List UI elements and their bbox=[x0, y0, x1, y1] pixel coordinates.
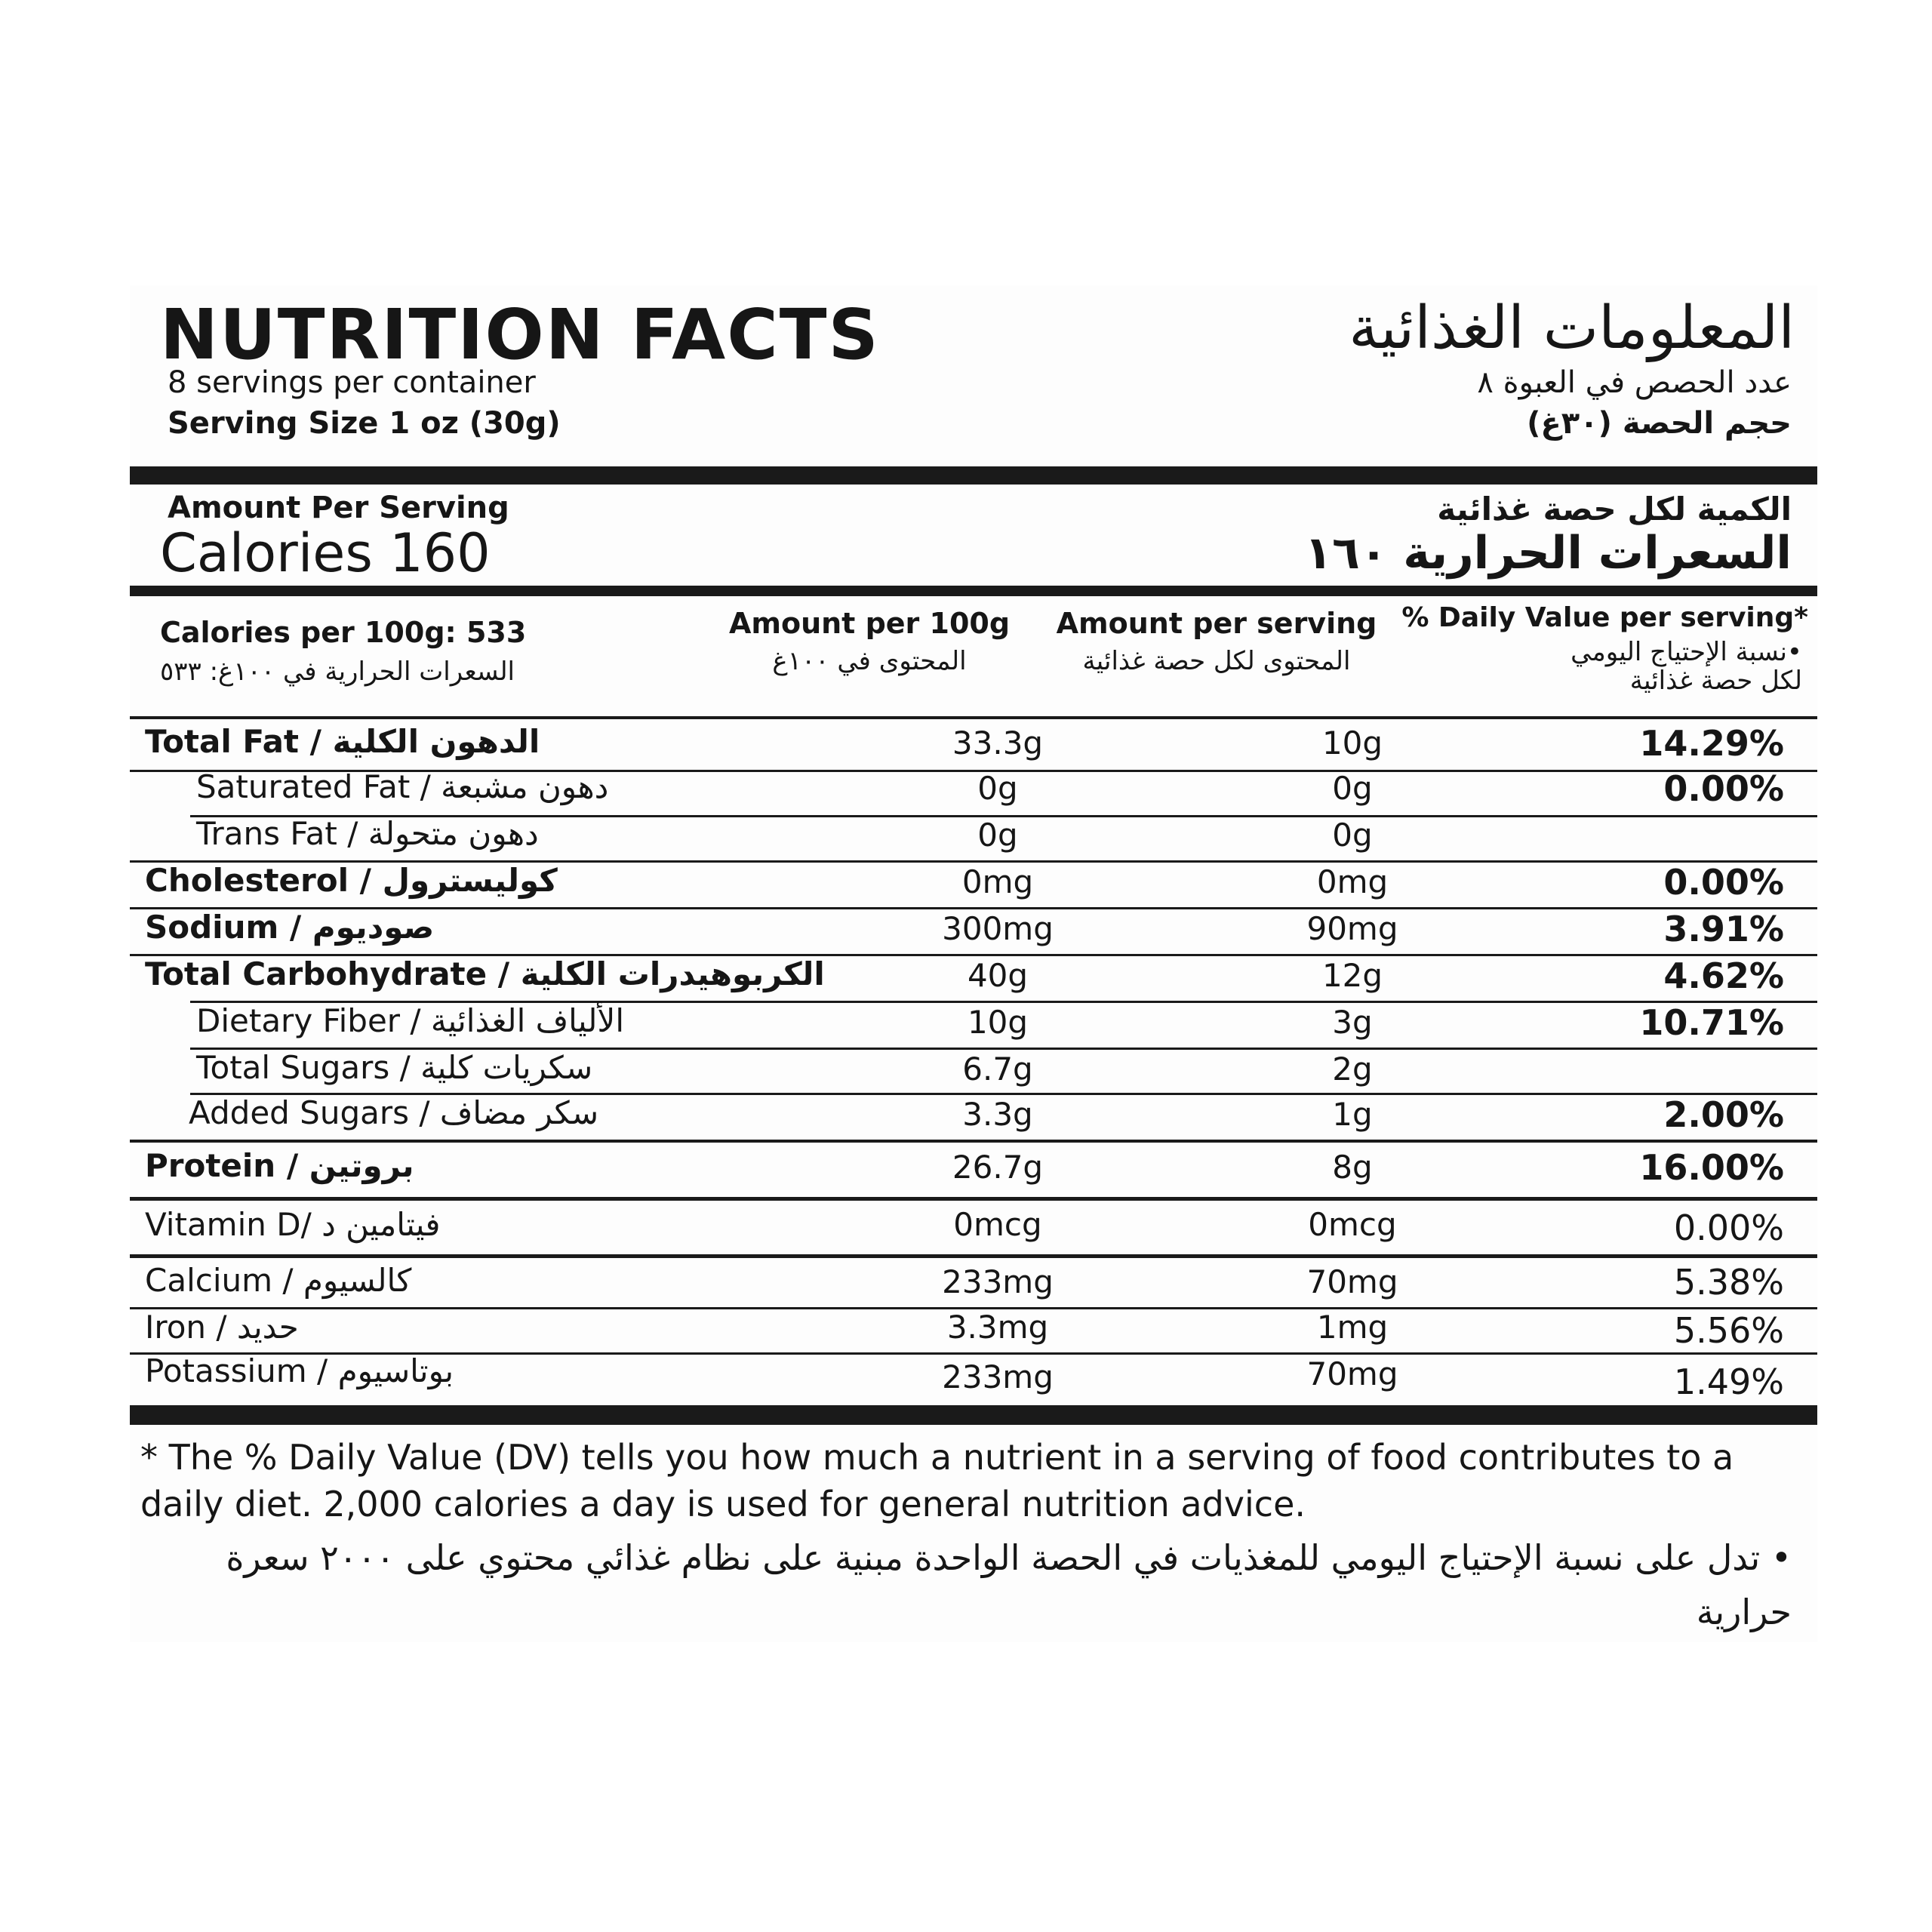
row-serving-vitamin-d: 0mcg bbox=[1308, 1206, 1397, 1243]
amount-per-serving-en: Amount Per Serving bbox=[168, 491, 509, 525]
row-dv-cholesterol: 0.00% bbox=[1663, 862, 1784, 903]
row-serving-total-carbohydrate: 12g bbox=[1321, 957, 1383, 994]
row-dv-total-fat: 14.29% bbox=[1639, 723, 1784, 764]
serving-size-en: Serving Size 1 oz (30g) bbox=[168, 406, 561, 441]
title-ar: المعلومات الغذائية bbox=[1349, 294, 1795, 362]
row-label-trans-fat: Trans Fat / دهون متحولة bbox=[196, 815, 539, 852]
row-per100-trans-fat: 0g bbox=[977, 817, 1018, 854]
row-label-protein: Protein / بروتين bbox=[145, 1147, 414, 1184]
row-label-sodium: Sodium / صوديوم bbox=[145, 909, 435, 946]
row-per100-sodium: 300mg bbox=[942, 910, 1054, 947]
row-per100-vitamin-d: 0mcg bbox=[953, 1206, 1042, 1243]
calories-per-100g-ar: السعرات الحرارية في ١٠٠غ: ٥٣٣ bbox=[160, 657, 515, 687]
row-serving-total-fat: 10g bbox=[1321, 724, 1383, 761]
row-serving-sodium: 90mg bbox=[1306, 910, 1398, 947]
col-per-100g-ar: المحتوى في ١٠٠غ bbox=[772, 646, 967, 676]
col-per-serving-en: Amount per serving bbox=[1056, 607, 1377, 640]
col-daily-value-ar-1: •نسبة الإحتياج اليومي bbox=[1571, 637, 1802, 667]
title-en: NUTRITION FACTS bbox=[160, 294, 880, 375]
col-per-serving-ar: المحتوى لكل حصة غذائية bbox=[1082, 646, 1351, 676]
row-per100-added-sugars: 3.3g bbox=[962, 1096, 1033, 1133]
row-per100-protein: 26.7g bbox=[952, 1149, 1044, 1186]
row-label-total-carbohydrate: Total Carbohydrate / الكربوهيدرات الكلية bbox=[145, 955, 825, 992]
row-dv-vitamin-d: 0.00% bbox=[1673, 1208, 1784, 1248]
row-label-total-fat: Total Fat / الدهون الكلية bbox=[145, 723, 540, 760]
row-label-saturated-fat: Saturated Fat / دهون مشبعة bbox=[196, 768, 609, 805]
row-dv-sodium: 3.91% bbox=[1663, 909, 1784, 949]
row-label-iron: Iron / حديد bbox=[145, 1309, 299, 1346]
row-label-calcium: Calcium / كالسيوم bbox=[145, 1262, 412, 1299]
row-dv-saturated-fat: 0.00% bbox=[1663, 768, 1784, 809]
row-per100-total-fat: 33.3g bbox=[952, 724, 1044, 761]
divider-row bbox=[130, 1197, 1817, 1201]
row-per100-cholesterol: 0mg bbox=[961, 863, 1034, 900]
row-dv-dietary-fiber: 10.71% bbox=[1639, 1002, 1784, 1043]
row-label-potassium: Potassium / بوتاسيوم bbox=[145, 1352, 454, 1389]
amount-per-serving-ar: الكمية لكل حصة غذائية bbox=[1437, 491, 1792, 528]
calories-en: Calories 160 bbox=[160, 522, 491, 584]
row-serving-cholesterol: 0mg bbox=[1316, 863, 1389, 900]
row-label-total-sugars: Total Sugars / سكريات كلية bbox=[196, 1049, 593, 1086]
row-serving-potassium: 70mg bbox=[1306, 1355, 1398, 1392]
thick-divider-top bbox=[130, 466, 1817, 485]
row-serving-added-sugars: 1g bbox=[1332, 1096, 1373, 1133]
row-serving-dietary-fiber: 3g bbox=[1332, 1004, 1373, 1041]
row-serving-calcium: 70mg bbox=[1306, 1263, 1398, 1300]
row-per100-dietary-fiber: 10g bbox=[967, 1004, 1029, 1041]
thick-divider-bottom bbox=[130, 1405, 1817, 1425]
row-dv-iron: 5.56% bbox=[1673, 1310, 1784, 1351]
row-per100-iron: 3.3mg bbox=[946, 1309, 1049, 1346]
row-per100-potassium: 233mg bbox=[942, 1358, 1054, 1395]
serving-size-ar: حجم الحصة (٣٠غ) bbox=[1527, 406, 1792, 441]
divider-row bbox=[130, 1254, 1817, 1258]
divider-header bbox=[130, 716, 1817, 719]
col-daily-value-ar-2: لكل حصة غذائية bbox=[1629, 666, 1802, 696]
row-dv-calcium: 5.38% bbox=[1673, 1262, 1784, 1303]
row-dv-potassium: 1.49% bbox=[1673, 1361, 1784, 1402]
row-per100-calcium: 233mg bbox=[942, 1263, 1054, 1300]
calories-per-100g-en: Calories per 100g: 533 bbox=[160, 616, 527, 649]
row-per100-saturated-fat: 0g bbox=[977, 770, 1018, 807]
row-serving-iron: 1mg bbox=[1316, 1309, 1389, 1346]
row-dv-total-carbohydrate: 4.62% bbox=[1663, 955, 1784, 996]
servings-per-container-ar: عدد الحصص في العبوة ٨ bbox=[1477, 365, 1792, 400]
row-dv-protein: 16.00% bbox=[1639, 1147, 1784, 1188]
row-serving-protein: 8g bbox=[1332, 1149, 1373, 1186]
nutrition-facts-label bbox=[130, 285, 1817, 1642]
thick-divider-calories bbox=[130, 586, 1817, 596]
footnote-en: * The % Daily Value (DV) tells you how much a nutrient in a serving of food contributes to a daily diet. 2,000 calories a day is used for general nutrition advice. bbox=[140, 1437, 1734, 1524]
row-per100-total-sugars: 6.7g bbox=[962, 1051, 1033, 1088]
row-label-vitamin-d: Vitamin D/ فيتامين د bbox=[145, 1206, 441, 1243]
col-daily-value-en: % Daily Value per serving* bbox=[1401, 602, 1808, 633]
calories-ar: السعرات الحرارية ١٦٠ bbox=[1304, 527, 1792, 580]
row-serving-trans-fat: 0g bbox=[1332, 817, 1373, 854]
row-label-cholesterol: Cholesterol / كوليسترول bbox=[145, 862, 558, 899]
row-per100-total-carbohydrate: 40g bbox=[967, 957, 1029, 994]
row-serving-total-sugars: 2g bbox=[1332, 1051, 1373, 1088]
row-label-added-sugars: Added Sugars / سكر مضاف bbox=[189, 1094, 599, 1131]
footnote-ar: • تدل على نسبة الإحتياج اليومي للمغذيات في الحصة الواحدة مبنية على نظام غذائي محتوي على ٢٠٠٠ سعرة حرارية bbox=[226, 1537, 1792, 1632]
row-label-dietary-fiber: Dietary Fiber / الألياف الغذائية bbox=[196, 1002, 625, 1039]
divider-row bbox=[130, 1140, 1817, 1143]
servings-per-container-en: 8 servings per container bbox=[168, 365, 536, 400]
col-per-100g-en: Amount per 100g bbox=[728, 607, 1011, 640]
row-dv-added-sugars: 2.00% bbox=[1663, 1094, 1784, 1135]
row-serving-saturated-fat: 0g bbox=[1332, 770, 1373, 807]
